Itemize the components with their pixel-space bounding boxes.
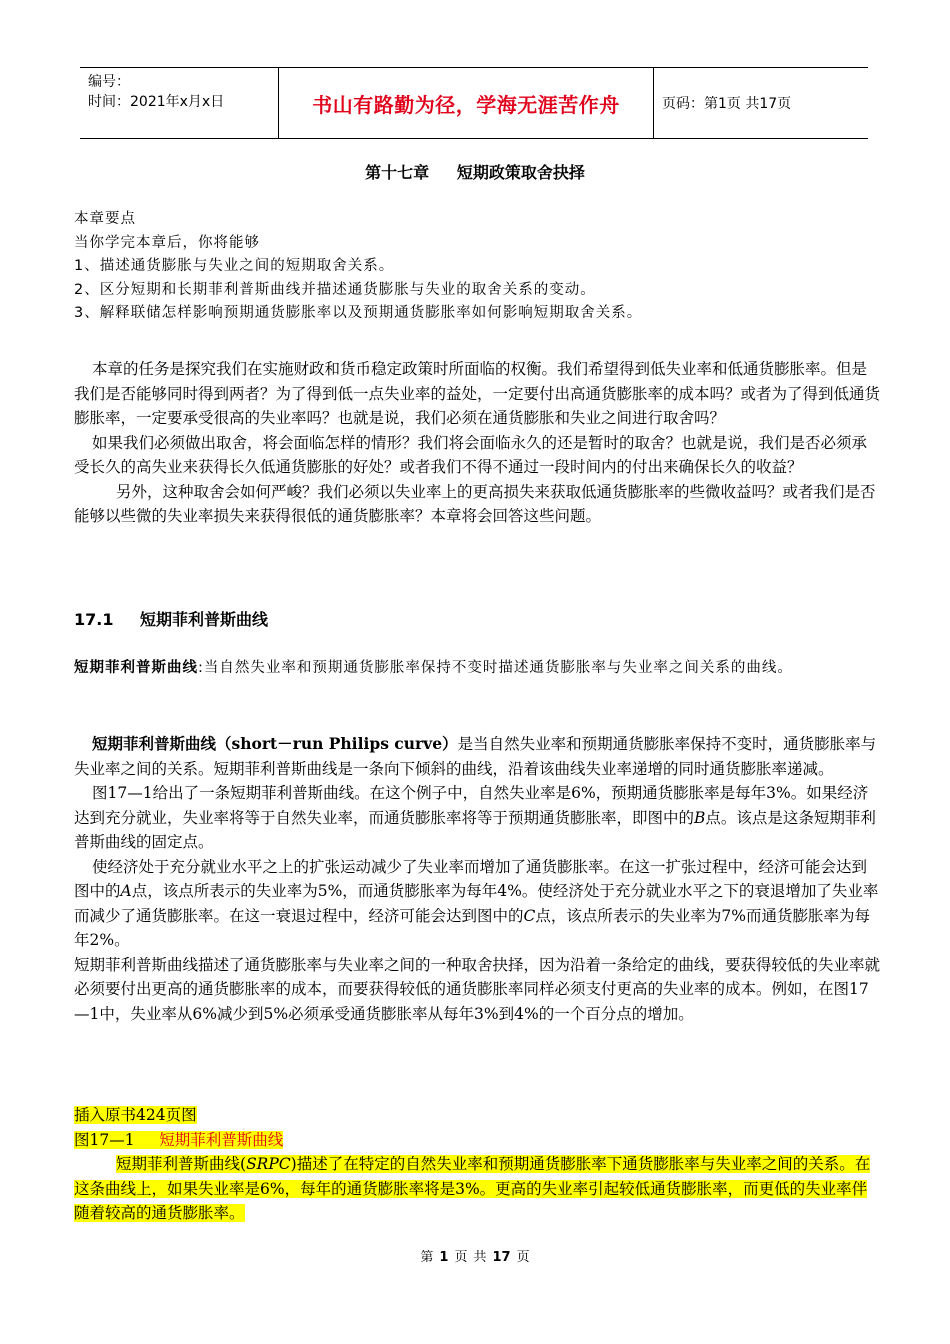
body-paragraph: 短期菲利普斯曲线（short－run Philips curve）是当自然失业率和预期通货膨胀率保持不变时，通货膨胀率与失业率之间的关系。短期菲利普斯曲线是一条向下倾斜的曲线，沿着该曲线失业率递增的同时通货膨胀率递减。 xyxy=(74,734,877,778)
chapter-objectives xyxy=(74,208,880,326)
section-number: 17.1 xyxy=(74,610,114,629)
point-a-label: A xyxy=(120,882,132,900)
figure-label: 图17—1 短期菲利普斯曲线 xyxy=(74,1130,284,1149)
intro-paragraph: 另外，这种取舍会如何严峻？我们必须以失业率上的更高损失来获取低通货膨胀率的些微收益吗？或者我们是否能够以些微的失业率损失来获得很低的通货膨胀率？本章将会回答这些问题。 xyxy=(74,482,876,525)
date-label: 时间：2021年x月x日 xyxy=(88,94,225,110)
definition-text: :当自然失业率和预期通货膨胀率保持不变时描述通货膨胀率与失业率之间关系的曲线。 xyxy=(198,660,793,676)
footer-page-number: 1 xyxy=(439,1250,449,1265)
point-b-label: B xyxy=(694,808,706,827)
body-text xyxy=(74,732,880,1026)
motto-text: 书山有路勤为径，学海无涯苦作舟 xyxy=(312,92,620,117)
section-title: 短期菲利普斯曲线 xyxy=(140,610,269,629)
intro-text xyxy=(74,357,880,529)
objective-item: 1、描述通货膨胀与失业之间的短期取舍关系。 xyxy=(74,258,395,274)
definition-box xyxy=(74,657,880,681)
header-motto-cell xyxy=(279,68,654,138)
insert-note: 插入原书424页图 xyxy=(74,1106,197,1124)
section-heading xyxy=(74,607,268,630)
footer-total-pages: 17 xyxy=(492,1250,511,1265)
page-header xyxy=(80,67,868,139)
figure-note xyxy=(74,1103,880,1226)
definition-term: 短期菲利普斯曲线 xyxy=(74,660,198,676)
point-c-label: C xyxy=(523,906,536,925)
intro-paragraph: 如果我们必须做出取舍，将会面临怎样的情形？我们将会面临永久的还是暂时的取舍？也就是说，我们是否必须承受长久的高失业来获得长久低通货膨胀的好处？或者我们不得不通过一段时间内的付出来确保长久的收益？ xyxy=(74,433,868,476)
chapter-title: 第十七章 短期政策取舍抉择 xyxy=(365,163,585,182)
body-paragraph: 使经济处于充分就业水平之上的扩张运动减少了失业率而增加了通货膨胀率。在这一扩张过程中，经济可能会达到图中的A点，该点所表示的失业率为5%，而通货膨胀率为每年4%。使经济处于充分就业水平之下的衰退增加了失业率而减少了通货膨胀率。在这一衰退过程中，经济可能会达到图中的C点，该点所表示的失业率为7%而通货膨胀率为每年2%。 xyxy=(74,857,879,949)
term-bold: 短期菲利普斯曲线（short－run Philips curve） xyxy=(92,734,458,753)
serial-label: 编号： xyxy=(88,74,130,90)
page-footer: 第 1 页 共 17 页 xyxy=(420,1250,530,1265)
objective-item: 3、解释联储怎样影响预期通货膨胀率以及预期通货膨胀率如何影响短期取舍关系。 xyxy=(74,305,643,321)
header-meta-cell xyxy=(80,68,279,138)
body-paragraph: 图17—1给出了一条短期菲利普斯曲线。在这个例子中，自然失业率是6%，预期通货膨胀率是每年3%。如果经济达到充分就业，失业率将等于自然失业率，而通货膨胀率将等于预期通货膨胀率，即图中的B点。该点是这条短期菲利普斯曲线的固定点。 xyxy=(74,784,876,851)
figure-caption: 短期菲利普斯曲线(SRPC)描述了在特定的自然失业率和预期通货膨胀率下通货膨胀率与失业率之间的关系。在这条曲线上，如果失业率是6%，每年的通货膨胀率将是3%。更高的失业率引起较低通货膨胀率，而更低的失业率伴随着较高的通货膨胀率。 xyxy=(74,1155,871,1222)
figure-title: 短期菲利普斯曲线 xyxy=(159,1130,284,1149)
page-label: 页码：第1页 共17页 xyxy=(662,96,792,112)
objective-item: 2、区分短期和长期菲利普斯曲线并描述通货膨胀与失业的取舍关系的变动。 xyxy=(74,281,596,298)
header-page-cell xyxy=(654,68,868,138)
body-paragraph: 短期菲利普斯曲线描述了通货膨胀率与失业率之间的一种取舍抉择，因为沿着一条给定的曲线，要获得较低的失业率就必须要付出更高的通货膨胀率的成本，而要获得较低的通货膨胀率同样必须支付更高的失业率的成本。例如，在图17—1中，失业率从6%减少到5%必须承受通货膨胀率从每年3%到4%的一个百分点的增加。 xyxy=(74,955,881,1023)
intro-paragraph: 本章的任务是探究我们在实施财政和货币稳定政策时所面临的权衡。我们希望得到低失业率和低通货膨胀率。但是我们是否能够同时得到两者？为了得到低一点失业率的益处，一定要付出高通货膨胀率的成本吗？或者为了得到低通货膨胀率，一定要承受很高的失业率吗？也就是说，我们必须在通货膨胀和失业之间进行取舍吗？ xyxy=(74,360,881,427)
objectives-intro: 当你学完本章后，你将能够 xyxy=(74,234,260,251)
objectives-heading: 本章要点 xyxy=(74,211,136,227)
